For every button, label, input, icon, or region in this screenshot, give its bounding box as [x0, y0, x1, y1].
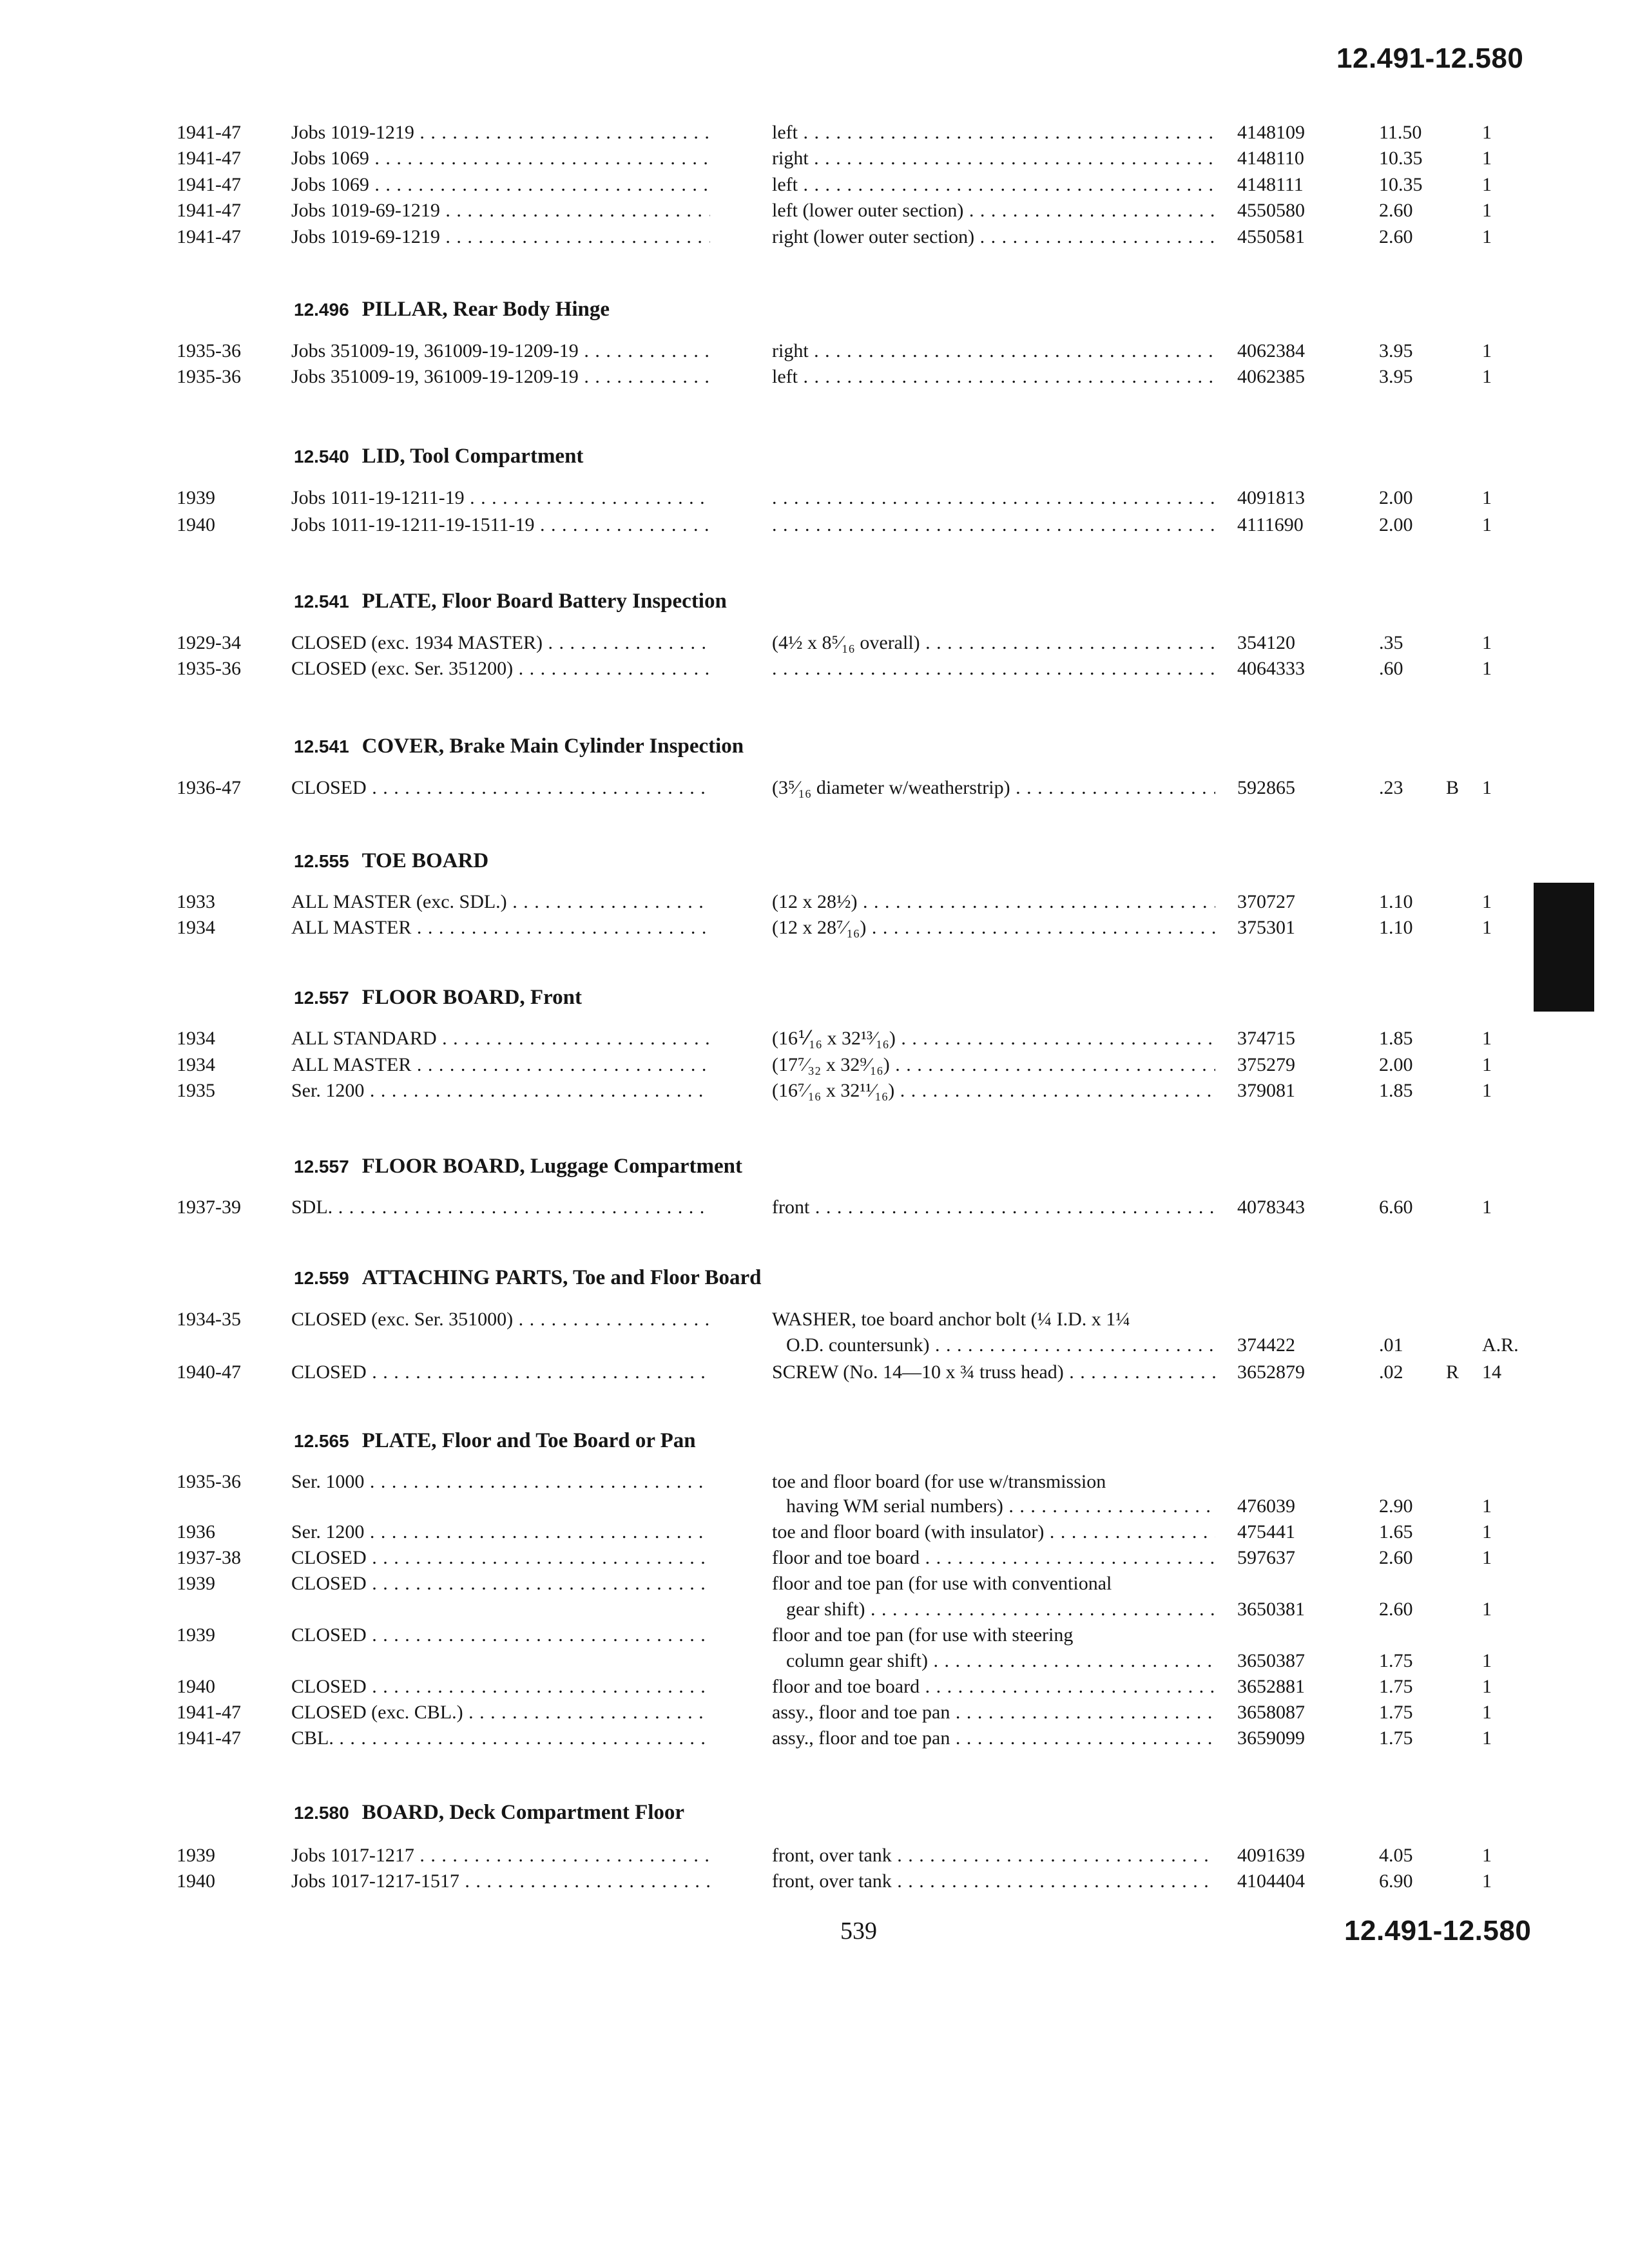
part-number-cell: 4148109 — [1237, 122, 1305, 143]
section-title: ATTACHING PARTS, Toe and Floor Board — [361, 1266, 762, 1289]
description-cell: gear shift) . . . — [786, 1597, 1215, 1622]
description-cell: left (lower outer section) . . . — [772, 198, 1215, 224]
price-cell: 2.60 — [1379, 1599, 1413, 1620]
part-number-cell: 375301 — [1237, 917, 1295, 938]
quantity-cell: 1 — [1482, 1727, 1492, 1749]
model-cell: ALL MASTER (exc. SDL.) . . . — [291, 889, 710, 915]
price-cell: 1.65 — [1379, 1521, 1413, 1542]
description-cell: floor and toe pan (for use with steering — [772, 1624, 1074, 1646]
page-range-footer: 12.491-12.580 — [1344, 1915, 1532, 1946]
quantity-cell: 1 — [1482, 1196, 1492, 1218]
model-cell: CLOSED . . . — [291, 1622, 710, 1648]
model-cell: ALL MASTER . . . — [291, 915, 710, 941]
page-number: 539 — [840, 1917, 877, 1945]
description-cell: right . . . — [772, 338, 1215, 364]
year-cell: 1941-47 — [177, 1702, 241, 1723]
model-cell: Jobs 1017-1217-1517 . . . — [291, 1869, 710, 1894]
part-number-cell: 476039 — [1237, 1495, 1295, 1517]
part-number-cell: 4550580 — [1237, 200, 1305, 221]
section-heading — [294, 590, 727, 613]
year-cell: 1936 — [177, 1521, 215, 1542]
model-cell: Ser. 1000 . . . — [291, 1469, 710, 1495]
quantity-cell: 1 — [1482, 1495, 1492, 1517]
price-cell: 1.10 — [1379, 917, 1413, 938]
section-number: 12.580 — [294, 1803, 349, 1823]
section-number: 12.540 — [294, 447, 349, 466]
section-heading — [294, 849, 488, 873]
quantity-cell: 1 — [1482, 200, 1492, 221]
year-cell: 1935-36 — [177, 340, 241, 361]
model-cell: CLOSED . . . — [291, 1674, 710, 1700]
description-cell: right (lower outer section) . . . — [772, 224, 1215, 250]
quantity-cell: 1 — [1482, 1650, 1492, 1671]
quantity-cell: 1 — [1482, 514, 1492, 535]
model-cell: CLOSED . . . — [291, 775, 710, 801]
model-cell: SDL. . . . — [291, 1195, 710, 1220]
quantity-cell: 1 — [1482, 1080, 1492, 1101]
section-heading — [294, 445, 583, 468]
year-cell: 1941-47 — [177, 226, 241, 247]
year-cell: 1939 — [177, 1845, 215, 1866]
year-cell: 1935-36 — [177, 366, 241, 387]
section-number: 12.541 — [294, 736, 349, 756]
quantity-cell: 1 — [1482, 226, 1492, 247]
section-number: 12.496 — [294, 300, 349, 320]
quantity-cell: 1 — [1482, 174, 1492, 195]
section-heading — [294, 1266, 761, 1290]
section-number: 12.555 — [294, 851, 349, 871]
description-cell: (12 x 28⁷⁄₁₆) . . . — [772, 915, 1215, 941]
year-cell: 1934 — [177, 1054, 215, 1075]
year-cell: 1940-47 — [177, 1361, 241, 1383]
model-cell: CLOSED (exc. 1934 MASTER) . . . — [291, 630, 710, 656]
description-cell: floor and toe board . . . — [772, 1545, 1215, 1571]
section-title: LID, Tool Compartment — [361, 445, 584, 468]
quantity-cell: A.R. — [1482, 1334, 1519, 1356]
part-number-cell: 379081 — [1237, 1080, 1295, 1101]
year-cell: 1939 — [177, 1624, 215, 1646]
description-cell: SCREW (No. 14—10 x ¾ truss head) . . . — [772, 1360, 1215, 1385]
year-cell: 1934-35 — [177, 1309, 241, 1330]
quantity-cell: 14 — [1482, 1361, 1501, 1383]
description-cell: O.D. countersunk) . . . — [786, 1332, 1215, 1358]
model-cell: ALL STANDARD . . . — [291, 1026, 710, 1052]
quantity-cell: 1 — [1482, 1702, 1492, 1723]
section-number: 12.559 — [294, 1268, 349, 1288]
section-heading — [294, 986, 582, 1010]
description-cell: front . . . — [772, 1195, 1215, 1220]
model-cell: Jobs 1011-19-1211-19 . . . — [291, 485, 710, 511]
quantity-cell: 1 — [1482, 366, 1492, 387]
model-cell: Jobs 1019-69-1219 . . . — [291, 224, 710, 250]
description-cell: floor and toe board . . . — [772, 1674, 1215, 1700]
section-title: COVER, Brake Main Cylinder Inspection — [361, 735, 744, 758]
section-heading — [294, 735, 744, 758]
part-number-cell: 374715 — [1237, 1028, 1295, 1049]
section-title: BOARD, Deck Compartment Floor — [361, 1801, 685, 1824]
thumb-index-tab — [1534, 883, 1594, 1012]
part-number-cell: 3652881 — [1237, 1676, 1305, 1697]
part-number-cell: 4062384 — [1237, 340, 1305, 361]
part-number-cell: 3658087 — [1237, 1702, 1305, 1723]
price-cell: 2.00 — [1379, 1054, 1413, 1075]
price-cell: 4.05 — [1379, 1845, 1413, 1866]
description-cell: right . . . — [772, 146, 1215, 171]
description-cell: left . . . — [772, 172, 1215, 198]
description-cell: WASHER, toe board anchor bolt (¼ I.D. x 1¼ — [772, 1309, 1130, 1330]
model-cell: Jobs 1017-1217 . . . — [291, 1843, 710, 1869]
model-cell: CLOSED . . . — [291, 1360, 710, 1385]
model-cell: CLOSED (exc. CBL.) . . . — [291, 1700, 710, 1725]
quantity-cell: 1 — [1482, 340, 1492, 361]
part-number-cell: 375279 — [1237, 1054, 1295, 1075]
description-cell: (4½ x 8⁵⁄₁₆ overall) . . . — [772, 630, 1215, 656]
quantity-cell: 1 — [1482, 891, 1492, 912]
part-number-cell: 4104404 — [1237, 1870, 1305, 1892]
year-cell: 1934 — [177, 917, 215, 938]
page-range-header: 12.491-12.580 — [1336, 43, 1524, 74]
price-cell: 1.85 — [1379, 1080, 1413, 1101]
price-cell: .02 — [1379, 1361, 1403, 1383]
description-cell — [772, 512, 1215, 538]
model-cell: CLOSED . . . — [291, 1571, 710, 1597]
section-heading — [294, 1429, 696, 1453]
description-cell: (17⁷⁄₃₂ x 32⁹⁄₁₆) . . . — [772, 1052, 1215, 1078]
description-cell: assy., floor and toe pan . . . — [772, 1725, 1215, 1751]
model-cell: CLOSED (exc. Ser. 351000) . . . — [291, 1307, 710, 1332]
description-cell: left . . . — [772, 364, 1215, 390]
model-cell: Jobs 351009-19, 361009-19-1209-19 . . . — [291, 338, 710, 364]
year-cell: 1941-47 — [177, 1727, 241, 1749]
part-number-cell: 374422 — [1237, 1334, 1295, 1356]
year-cell: 1935-36 — [177, 658, 241, 679]
part-number-cell: 597637 — [1237, 1547, 1295, 1568]
part-number-cell: 4064333 — [1237, 658, 1305, 679]
quantity-cell: 1 — [1482, 1028, 1492, 1049]
quantity-cell: 1 — [1482, 1676, 1492, 1697]
description-cell: (16⁷⁄₁₆ x 32¹¹⁄₁₆) . . . — [772, 1078, 1215, 1104]
class-cell: R — [1446, 1361, 1460, 1383]
part-number-cell: 475441 — [1237, 1521, 1295, 1542]
part-number-cell: 370727 — [1237, 891, 1295, 912]
price-cell: 3.95 — [1379, 366, 1413, 387]
quantity-cell: 1 — [1482, 777, 1492, 798]
part-number-cell: 4550581 — [1237, 226, 1305, 247]
price-cell: 1.10 — [1379, 891, 1413, 912]
model-cell: CLOSED (exc. Ser. 351200) . . . — [291, 656, 710, 682]
year-cell: 1939 — [177, 1573, 215, 1594]
year-cell: 1941-47 — [177, 148, 241, 169]
model-cell: Jobs 1069 . . . — [291, 172, 710, 198]
price-cell: 2.90 — [1379, 1495, 1413, 1517]
model-cell: Jobs 1069 . . . — [291, 146, 710, 171]
model-cell: ALL MASTER . . . — [291, 1052, 710, 1078]
model-cell: CLOSED . . . — [291, 1545, 710, 1571]
year-cell: 1937-39 — [177, 1196, 241, 1218]
description-cell: toe and floor board (for use w/transmission — [772, 1471, 1106, 1492]
part-number-cell: 4091639 — [1237, 1845, 1305, 1866]
year-cell: 1937-38 — [177, 1547, 241, 1568]
section-title: PLATE, Floor Board Battery Inspection — [361, 590, 727, 613]
class-cell: B — [1446, 777, 1460, 798]
price-cell: 2.00 — [1379, 487, 1413, 508]
part-number-cell: 4111690 — [1237, 514, 1304, 535]
section-number: 12.557 — [294, 988, 349, 1008]
quantity-cell: 1 — [1482, 487, 1492, 508]
description-cell: assy., floor and toe pan . . . — [772, 1700, 1215, 1725]
price-cell: 1.75 — [1379, 1727, 1413, 1749]
part-number-cell: 4091813 — [1237, 487, 1305, 508]
description-cell: toe and floor board (with insulator) . . . — [772, 1519, 1215, 1545]
section-number: 12.565 — [294, 1431, 349, 1451]
price-cell: 2.60 — [1379, 1547, 1413, 1568]
description-cell: (3⁵⁄₁₆ diameter w/weatherstrip) . . . — [772, 775, 1215, 801]
model-cell: Jobs 1019-1219 . . . — [291, 120, 710, 146]
description-cell: having WM serial numbers) . . . — [786, 1494, 1215, 1519]
price-cell: 1.75 — [1379, 1676, 1413, 1697]
quantity-cell: 1 — [1482, 1845, 1492, 1866]
price-cell: 10.35 — [1379, 148, 1423, 169]
year-cell: 1935 — [177, 1080, 215, 1101]
section-title: FLOOR BOARD, Luggage Compartment — [361, 1155, 742, 1178]
part-number-cell: 4062385 — [1237, 366, 1305, 387]
section-heading — [294, 1801, 684, 1825]
section-number: 12.541 — [294, 591, 349, 611]
description-cell — [772, 656, 1215, 682]
part-number-cell: 4148111 — [1237, 174, 1304, 195]
year-cell: 1933 — [177, 891, 215, 912]
model-cell: CBL. . . . — [291, 1725, 710, 1751]
section-title: PLATE, Floor and Toe Board or Pan — [361, 1429, 696, 1452]
section-title: FLOOR BOARD, Front — [361, 986, 582, 1009]
model-cell: Ser. 1200 . . . — [291, 1519, 710, 1545]
part-number-cell: 4078343 — [1237, 1196, 1305, 1218]
year-cell: 1940 — [177, 514, 215, 535]
description-cell: front, over tank . . . — [772, 1843, 1215, 1869]
price-cell: 1.75 — [1379, 1702, 1413, 1723]
part-number-cell: 3652879 — [1237, 1361, 1305, 1383]
section-heading — [294, 298, 610, 322]
part-number-cell: 3659099 — [1237, 1727, 1305, 1749]
year-cell: 1936-47 — [177, 777, 241, 798]
quantity-cell: 1 — [1482, 1054, 1492, 1075]
section-title: PILLAR, Rear Body Hinge — [361, 298, 610, 321]
description-cell: front, over tank . . . — [772, 1869, 1215, 1894]
section-heading — [294, 1155, 742, 1178]
price-cell: 10.35 — [1379, 174, 1423, 195]
quantity-cell: 1 — [1482, 1599, 1492, 1620]
section-number: 12.557 — [294, 1157, 349, 1177]
year-cell: 1934 — [177, 1028, 215, 1049]
description-cell — [772, 485, 1215, 511]
price-cell: 1.85 — [1379, 1028, 1413, 1049]
quantity-cell: 1 — [1482, 632, 1492, 653]
price-cell: .60 — [1379, 658, 1403, 679]
part-number-cell: 592865 — [1237, 777, 1295, 798]
quantity-cell: 1 — [1482, 122, 1492, 143]
description-cell: (12 x 28½) . . . — [772, 889, 1215, 915]
quantity-cell: 1 — [1482, 1547, 1492, 1568]
description-cell: left . . . — [772, 120, 1215, 146]
price-cell: .01 — [1379, 1334, 1403, 1356]
section-title: TOE BOARD — [361, 849, 489, 872]
year-cell: 1940 — [177, 1676, 215, 1697]
description-cell: (16⅟₁₆ x 32¹³⁄₁₆) . . . — [772, 1026, 1215, 1052]
year-cell: 1929-34 — [177, 632, 241, 653]
price-cell: 2.00 — [1379, 514, 1413, 535]
model-cell: Jobs 1011-19-1211-19-1511-19 . . . — [291, 512, 710, 538]
part-number-cell: 3650381 — [1237, 1599, 1305, 1620]
quantity-cell: 1 — [1482, 1521, 1492, 1542]
part-number-cell: 4148110 — [1237, 148, 1304, 169]
model-cell: Jobs 1019-69-1219 . . . — [291, 198, 710, 224]
quantity-cell: 1 — [1482, 658, 1492, 679]
price-cell: 3.95 — [1379, 340, 1413, 361]
price-cell: .35 — [1379, 632, 1403, 653]
year-cell: 1941-47 — [177, 122, 241, 143]
quantity-cell: 1 — [1482, 1870, 1492, 1892]
year-cell: 1941-47 — [177, 174, 241, 195]
price-cell: .23 — [1379, 777, 1403, 798]
year-cell: 1940 — [177, 1870, 215, 1892]
price-cell: 6.60 — [1379, 1196, 1413, 1218]
price-cell: 2.60 — [1379, 200, 1413, 221]
model-cell: Ser. 1200 . . . — [291, 1078, 710, 1104]
description-cell: floor and toe pan (for use with conventional — [772, 1573, 1112, 1594]
price-cell: 6.90 — [1379, 1870, 1413, 1892]
year-cell: 1941-47 — [177, 200, 241, 221]
year-cell: 1939 — [177, 487, 215, 508]
price-cell: 11.50 — [1379, 122, 1422, 143]
price-cell: 2.60 — [1379, 226, 1413, 247]
description-cell: column gear shift) . . . — [786, 1648, 1215, 1674]
quantity-cell: 1 — [1482, 917, 1492, 938]
year-cell: 1935-36 — [177, 1471, 241, 1492]
part-number-cell: 354120 — [1237, 632, 1295, 653]
quantity-cell: 1 — [1482, 148, 1492, 169]
part-number-cell: 3650387 — [1237, 1650, 1305, 1671]
price-cell: 1.75 — [1379, 1650, 1413, 1671]
model-cell: Jobs 351009-19, 361009-19-1209-19 . . . — [291, 364, 710, 390]
